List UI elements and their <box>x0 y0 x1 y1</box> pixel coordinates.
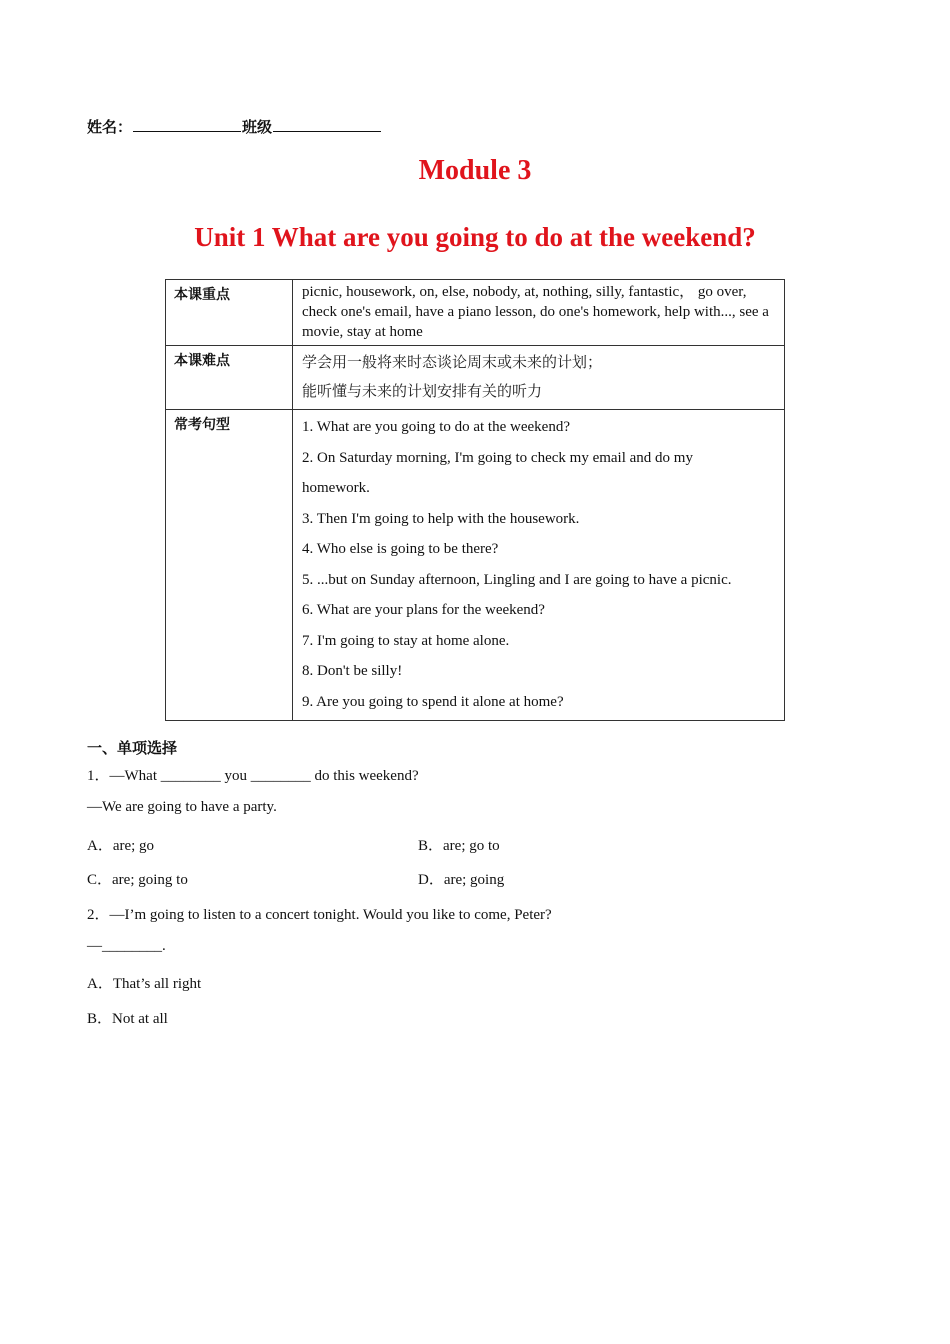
question-2-option-b[interactable]: B．Not at all <box>87 1011 168 1027</box>
name-label: 姓名： <box>87 118 133 136</box>
key-points-row <box>166 280 785 346</box>
question-1-option-c[interactable]: C．are; going to <box>87 872 188 888</box>
class-label: 班级 <box>242 118 273 136</box>
sentence-line: 9. Are you going to spend it alone at home? <box>302 693 564 710</box>
sentence-line: 3. Then I'm going to help with the housework. <box>302 510 580 527</box>
sentences-label: 常考句型 <box>166 410 293 721</box>
module-title: Module 3 <box>418 155 532 186</box>
name-blank[interactable] <box>133 117 241 132</box>
difficulties-text <box>293 346 785 410</box>
question-2-stem: 2．—I’m going to listen to a concert tonight. Would you like to come, Peter? <box>87 907 552 923</box>
question-1-option-a[interactable]: A．are; go <box>87 838 155 854</box>
difficulties-row <box>166 346 785 410</box>
sentences-list <box>293 410 785 721</box>
question-1-option-d[interactable]: D．are; going <box>418 872 505 888</box>
question-1-option-b[interactable]: B．are; go to <box>418 838 500 854</box>
question-1-reply: —We are going to have a party. <box>87 799 277 815</box>
section-title: 一、单项选择 <box>87 739 178 757</box>
unit-title: Unit 1 What are you going to do at the weekend? <box>194 222 756 252</box>
key-points-label: 本课重点 <box>166 280 293 346</box>
sentence-line: 8. Don't be silly! <box>302 663 403 679</box>
difficulty-line: 能听懂与未来的计划安排有关的听力 <box>302 382 543 400</box>
sentence-line: 6. What are your plans for the weekend? <box>302 602 545 618</box>
question-2-reply: —________. <box>87 938 166 954</box>
difficulty-line: 学会用一般将来时态谈论周末或未来的计划； <box>302 353 603 371</box>
key-points-text: picnic, housework, on, else, nobody, at, nothing, silly, fantastic， go over, check one's email, have a piano lesson, do one's homework, help with..., see a movie, stay at home <box>293 280 785 346</box>
sentence-line: 2. On Saturday morning, I'm going to check my email and do my <box>302 449 693 466</box>
class-blank[interactable] <box>273 117 381 132</box>
sentence-line: 4. Who else is going to be there? <box>302 541 499 557</box>
question-1-stem: 1．—What ________ you ________ do this weekend? <box>87 768 419 784</box>
sentence-line: 5. ...but on Sunday afternoon, Lingling and I are going to have a picnic. <box>302 571 732 588</box>
sentence-line: 1. What are you going to do at the weekend? <box>302 419 570 435</box>
lesson-info-table <box>165 279 785 721</box>
sentence-line: homework. <box>302 480 370 496</box>
question-2-option-a[interactable]: A．That’s all right <box>87 976 202 992</box>
sentences-row <box>166 410 785 721</box>
student-info-line <box>87 116 382 137</box>
sentence-line: 7. I'm going to stay at home alone. <box>302 632 510 649</box>
difficulties-label: 本课难点 <box>166 346 293 410</box>
